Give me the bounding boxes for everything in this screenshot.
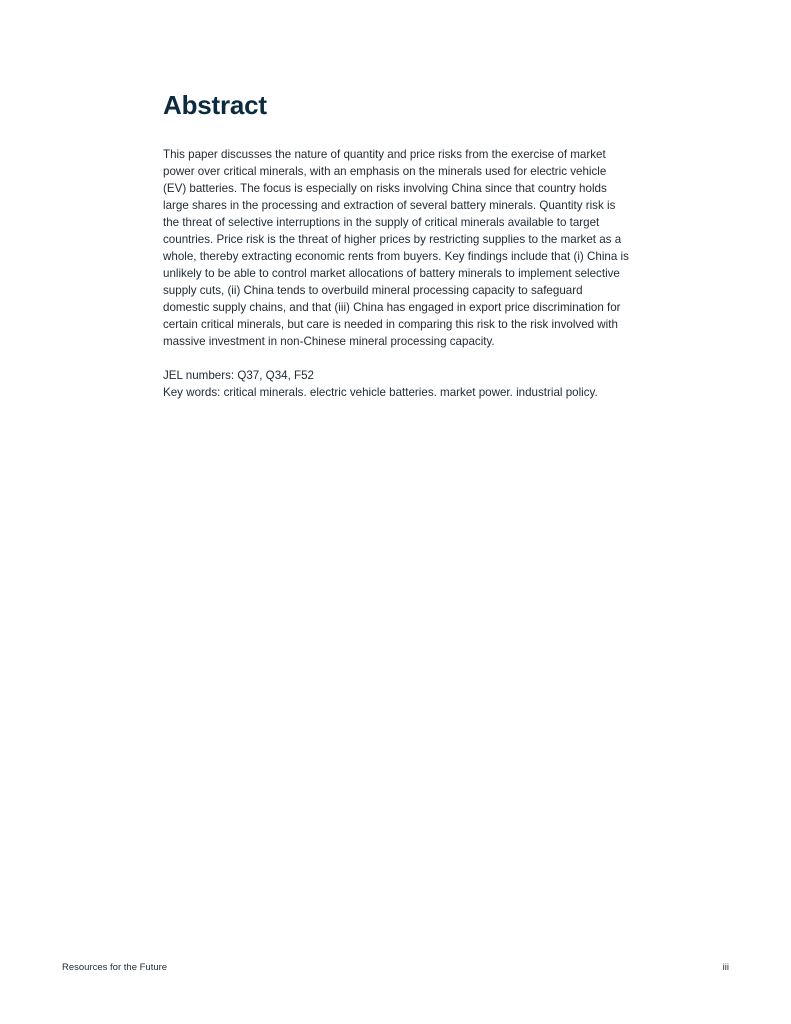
abstract-metadata — [163, 367, 633, 401]
abstract-section — [163, 88, 633, 401]
footer-publisher: Resources for the Future — [62, 962, 168, 973]
abstract-heading: Abstract — [163, 90, 267, 120]
abstract-body: This paper discusses the nature of quantity and price risks from the exercise of market power over critical minerals, with an emphasis on the minerals used for electric vehicle (EV) batteries. The focus is especially on risks involving China since that country holds large shares in the processing and extraction of several battery minerals. Quantity risk is the threat of selective interruptions in the supply of critical minerals available to target countries. Price risk is the threat of higher prices by restricting supplies to the market as a whole, thereby extracting economic rents from buyers. Key findings include that (i) China is unlikely to be able to control market allocations of battery minerals to implement selective supply cuts, (ii) China tends to overbuild mineral processing capacity to safeguard domestic supply chains, and that (iii) China has engaged in export price discrimination for certain critical minerals, but care is needed in comparing this risk to the risk involved with massive investment in non-Chinese mineral processing capacity. — [163, 148, 629, 348]
jel-numbers: JEL numbers: Q37, Q34, F52 — [163, 369, 315, 382]
footer-page-number: iii — [722, 962, 729, 973]
key-words: Key words: critical minerals. electric vehicle batteries. market power. industrial policy. — [163, 386, 598, 399]
